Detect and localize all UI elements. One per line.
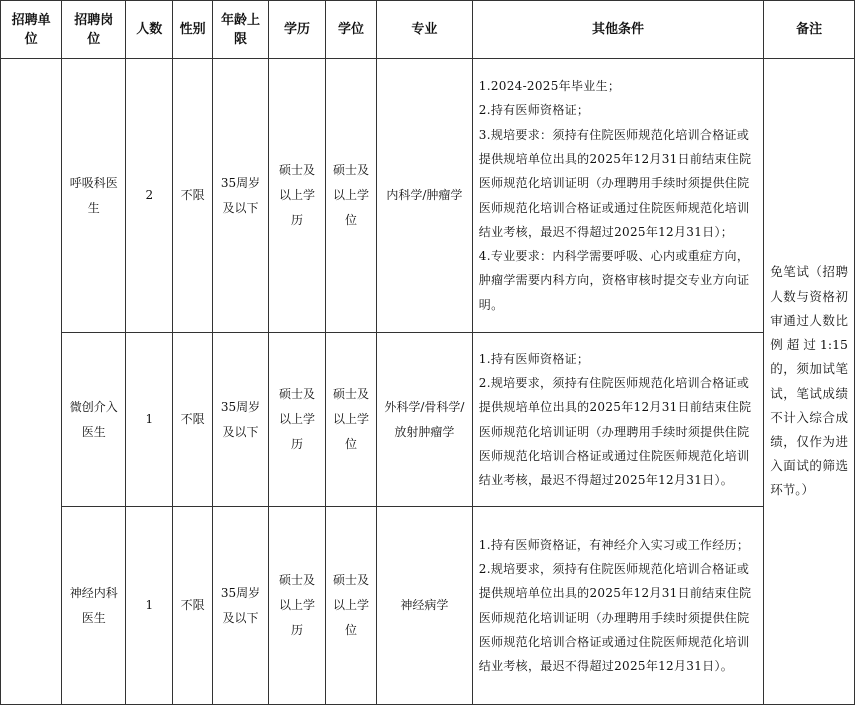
education-cell: 硕士及以上学历 <box>268 59 325 333</box>
age-cell: 35周岁及以下 <box>212 59 268 333</box>
remarks-cell: 免笔试（招聘人数与资格初审通过人数比例超过1:15的，须加试笔试，笔试成绩不计入综合成绩，仅作为进入面试的筛选环节。） <box>764 59 855 705</box>
condition-item: 2.规培要求，须持有住院医师规范化培训合格证或提供规培单位出具的2025年12月31日前结束住院医师规范化培训证明（办理聘用手续时须提供住院医师规范化培训合格证或通过住院医师规范化培训结业考核，最迟不得超过2025年12月31日）。 <box>478 375 752 488</box>
age-cell: 35周岁及以下 <box>212 333 268 507</box>
degree-cell: 硕士及以上学位 <box>326 507 377 705</box>
count-cell: 1 <box>126 507 173 705</box>
header-degree: 学位 <box>326 1 377 59</box>
header-unit: 招聘单位 <box>1 1 62 59</box>
header-count: 人数 <box>126 1 173 59</box>
education-cell: 硕士及以上学历 <box>268 507 325 705</box>
condition-item: 1.持有医师资格证； <box>478 351 590 366</box>
gender-cell: 不限 <box>173 507 213 705</box>
unit-cell <box>1 59 62 705</box>
degree-cell: 硕士及以上学位 <box>326 59 377 333</box>
major-cell: 外科学/骨科学/放射肿瘤学 <box>377 333 473 507</box>
condition-item: 2.规培要求，须持有住院医师规范化培训合格证或提供规培单位出具的2025年12月31日前结束住院医师规范化培训证明（办理聘用手续时须提供住院医师规范化培训合格证或通过住院医师规范化培训结业考核，最迟不得超过2025年12月31日）。 <box>478 561 752 674</box>
count-cell: 1 <box>126 333 173 507</box>
header-position: 招聘岗位 <box>62 1 126 59</box>
table-row <box>1 507 855 705</box>
conditions-cell <box>472 59 763 333</box>
education-cell: 硕士及以上学历 <box>268 333 325 507</box>
position-cell: 神经内科医生 <box>62 507 126 705</box>
gender-cell: 不限 <box>173 333 213 507</box>
position-cell: 微创介入医生 <box>62 333 126 507</box>
header-education: 学历 <box>268 1 325 59</box>
table-row <box>1 59 855 333</box>
header-gender: 性别 <box>173 1 213 59</box>
condition-item: 3.规培要求：须持有住院医师规范化培训合格证或提供规培单位出具的2025年12月31日前结束住院医师规范化培训证明（办理聘用手续时须提供住院医师规范化培训合格证或通过住院医师规范化培训结业考核，最迟不得超过2025年12月31日）； <box>478 127 752 239</box>
count-cell: 2 <box>126 59 173 333</box>
condition-item: 2.持有医师资格证； <box>478 103 590 118</box>
header-major: 专业 <box>377 1 473 59</box>
degree-cell: 硕士及以上学位 <box>326 333 377 507</box>
header-remarks: 备注 <box>764 1 855 59</box>
position-cell: 呼吸科医生 <box>62 59 126 333</box>
header-other-conditions: 其他条件 <box>472 1 763 59</box>
table-header-row <box>1 1 855 59</box>
header-age: 年龄上限 <box>212 1 268 59</box>
major-cell: 神经病学 <box>377 507 473 705</box>
gender-cell: 不限 <box>173 59 213 333</box>
table-row <box>1 333 855 507</box>
major-cell: 内科学/肿瘤学 <box>377 59 473 333</box>
condition-item: 4.专业要求：内科学需要呼吸、心内或重症方向，肿瘤学需要内科方向，资格审核时提交专业方向证明。 <box>478 249 750 312</box>
conditions-cell <box>472 333 763 507</box>
condition-item: 1.持有医师资格证，有神经介入实习或工作经历； <box>478 537 750 552</box>
conditions-cell <box>472 507 763 705</box>
age-cell: 35周岁及以下 <box>212 507 268 705</box>
condition-item: 1.2024-2025年毕业生； <box>478 79 621 94</box>
